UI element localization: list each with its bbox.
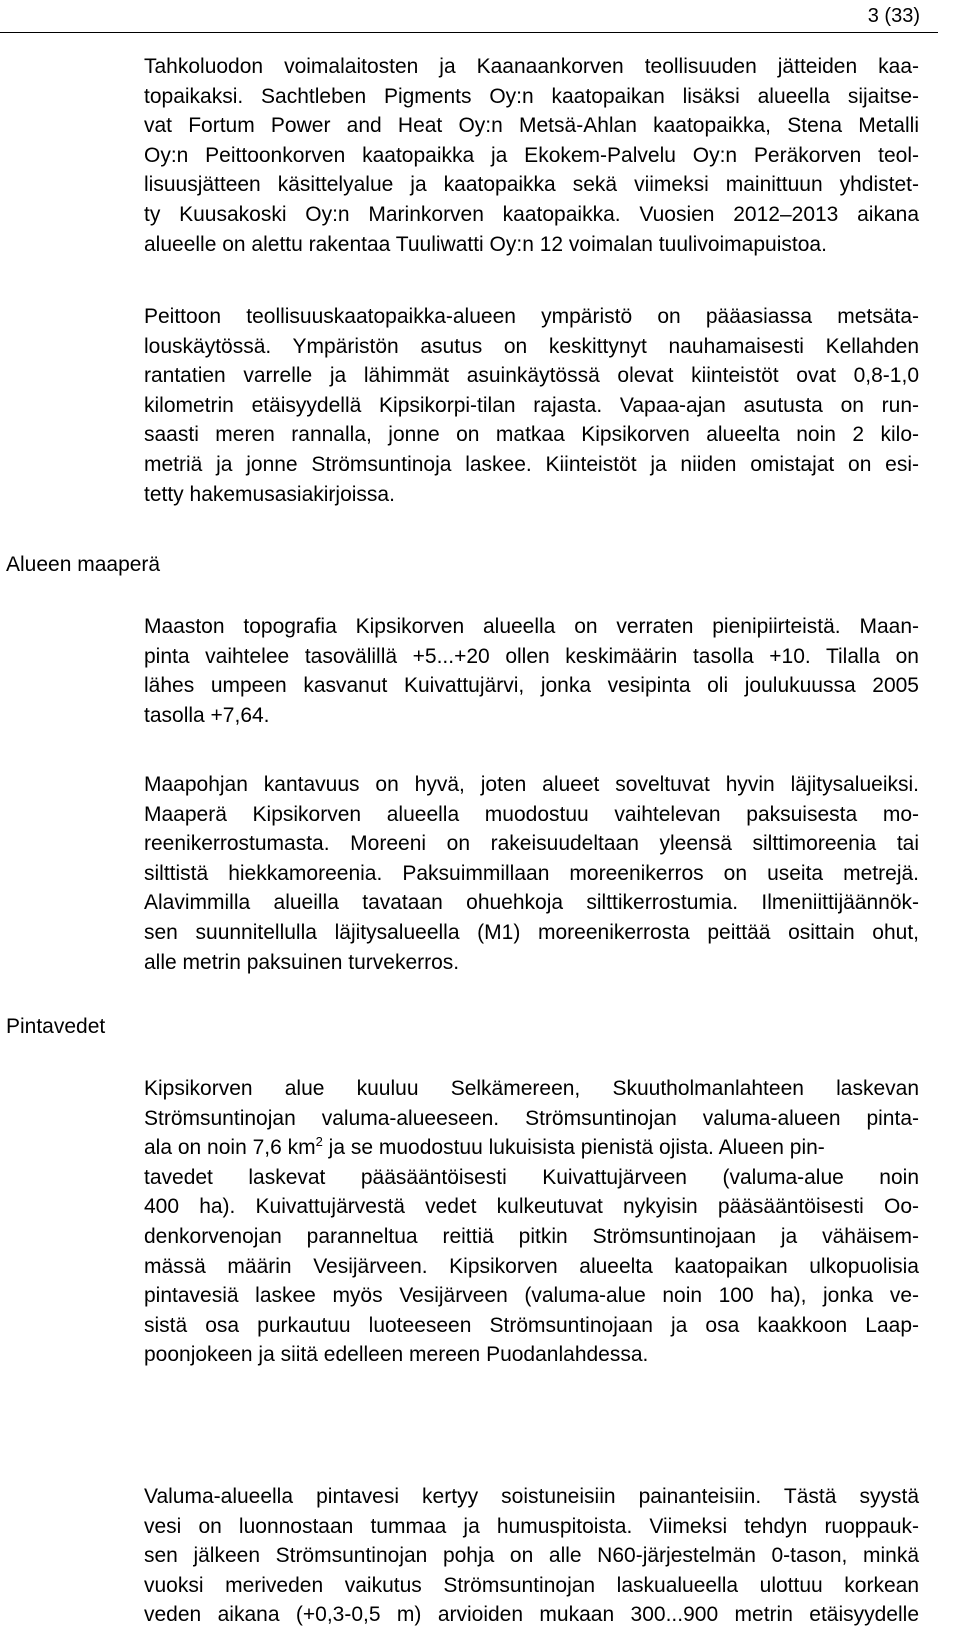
text-line: metriä ja jonne Strömsuntinoja laskee. Kiinteistöt ja niiden omistajat on esi-	[144, 452, 919, 476]
text-line: Oy:n Peittoonkorven kaatopaikka ja Ekokem-Palvelu Oy:n Peräkorven teol-	[144, 143, 919, 167]
superscript: 2	[315, 1134, 323, 1150]
text-line: Alavimmilla alueilla tavataan ohuehkoja silttikerrostumia. Ilmeniittijäännök-	[144, 891, 919, 915]
paragraph-surroundings	[144, 302, 919, 509]
text-line: sen jälkeen Strömsuntinojan pohja on alle N60-järjestelmän 0-tason, minkä	[144, 1544, 919, 1568]
paragraph-runoff	[144, 1482, 919, 1630]
text-line: mässä määrin Vesijärveen. Kipsikorven alueelta kaatopaikan ulkopuolisia	[144, 1254, 919, 1278]
text-line: kilometrin etäisyydellä Kipsikorpi-tilan rajasta. Vapaa-ajan asutusta on run-	[144, 393, 919, 417]
paragraph-surface-waters	[144, 1074, 919, 1370]
text-line: tetty hakemusasiakirjoissa.	[144, 482, 395, 506]
paragraph-topography	[144, 612, 919, 730]
text-line: reenikerrostumasta. Moreeni on rakeisuudeltaan yleensä silttimoreenia tai	[144, 832, 919, 856]
text-line: sen suunnitellulla läjitysalueella (M1) moreenikerrosta peittää osittain ohut,	[144, 920, 919, 944]
text-line: 400 ha). Kuivattujärvestä vedet kulkeutuvat nykyisin pääsääntöisesti Oo-	[144, 1195, 919, 1219]
text-line: louskäytössä. Ympäristön asutus on keskittynyt nauhamaisesti Kellahden	[144, 334, 919, 358]
text-line: pinta vaihtelee tasovälillä +5...+20 ollen keskimäärin tasolla +10. Tilalla on	[144, 644, 919, 668]
text-line: Strömsuntinojan valuma-alueeseen. Strömsuntinojan valuma-alueen pinta-	[144, 1106, 919, 1130]
text-line	[144, 1133, 919, 1163]
text-line: lisuusjätteen käsittelyalue ja kaatopaikka sekä viimeksi mainittuun yhdistet-	[144, 173, 919, 197]
text-line: veden aikana (+0,3-0,5 m) arvioiden mukaan 300...900 metrin etäisyydelle	[144, 1603, 919, 1627]
text-line: tavedet laskevat pääsääntöisesti Kuivattujärveen (valuma-alue noin	[144, 1165, 919, 1189]
text-line: Valuma-alueella pintavesi kertyy soistuneisiin painanteisiin. Tästä syystä	[144, 1485, 919, 1508]
page-number: 3 (33)	[867, 5, 920, 27]
section-heading-pintavedet: Pintavedet	[6, 1015, 106, 1038]
text-line: Maapohjan kantavuus on hyvä, joten alueet soveltuvat hyvin läjitysalueiksi.	[144, 773, 919, 796]
text-line: saasti meren rannalla, jonne on matkaa Kipsikorven alueelta noin 2 kilo-	[144, 423, 919, 447]
text-line: Maaston topografia Kipsikorven alueella on verraten pienipiirteistä. Maan-	[144, 615, 919, 638]
text-line: vesi on luonnostaan tummaa ja humuspitoista. Viimeksi tehdyn ruoppauk-	[144, 1514, 919, 1538]
text-line: Maaperä Kipsikorven alueella muodostuu vaihtelevan paksuisesta mo-	[144, 802, 919, 826]
text-line: Peittoon teollisuuskaatopaikka-alueen ympäristö on pääasiassa metsäta-	[144, 305, 919, 328]
text-line: Tahkoluodon voimalaitosten ja Kaanaankorven teollisuuden jätteiden kaa-	[144, 55, 919, 78]
text-line: lähes umpeen kasvanut Kuivattujärvi, jonka vesipinta oli joulukuussa 2005	[144, 674, 919, 698]
section-heading-maapera: Alueen maaperä	[6, 553, 161, 576]
text-line: tasolla +7,64.	[144, 703, 270, 727]
text-line: denkorvenojan paranneltua reittiä pitkin Strömsuntinojaan ja vähäisem-	[144, 1224, 919, 1248]
text-line: poonjokeen ja siitä edelleen mereen Puodanlahdessa.	[144, 1343, 649, 1367]
text-line: vat Fortum Power and Heat Oy:n Metsä-Ahlan kaatopaikka, Stena Metalli	[144, 114, 919, 138]
text-line: vuoksi meriveden vaikutus Strömsuntinojan laskualueella ulottuu korkean	[144, 1573, 919, 1597]
text-line: alueelle on alettu rakentaa Tuuliwatti Oy:n 12 voimalan tuulivoimapuistoa.	[144, 232, 827, 256]
text-line: rantatien varrelle ja lähimmät asuinkäytössä olevat kiinteistöt ovat 0,8-1,0	[144, 364, 919, 388]
paragraph-landfills	[144, 52, 919, 259]
text-line: sistä osa purkautuu luoteeseen Strömsuntinojaan ja osa kaakkoon Laap-	[144, 1313, 919, 1337]
text-line: topaikaksi. Sachtleben Pigments Oy:n kaatopaikan lisäksi alueella sijaitse-	[144, 84, 919, 108]
text-line: Kipsikorven alue kuuluu Selkämereen, Skuutholmanlahteen laskevan	[144, 1077, 919, 1100]
text-line: alle metrin paksuinen turvekerros.	[144, 950, 460, 974]
text-segment: ja se muodostuu lukuisista pienistä ojista. Alueen pin-	[322, 1136, 825, 1160]
text-line: ty Kuusakoski Oy:n Marinkorven kaatopaikka. Vuosien 2012–2013 aikana	[144, 202, 919, 226]
paragraph-soil	[144, 770, 919, 977]
text-segment: ala on noin 7,6 km	[144, 1136, 316, 1160]
text-line: silttistä hiekkamoreenia. Paksuimmillaan moreenikerros on useita metrejä.	[144, 861, 919, 885]
text-line: pintavesiä laskee myös Vesijärveen (valuma-alue noin 100 ha), jonka ve-	[144, 1284, 919, 1308]
header-rule	[0, 32, 938, 33]
